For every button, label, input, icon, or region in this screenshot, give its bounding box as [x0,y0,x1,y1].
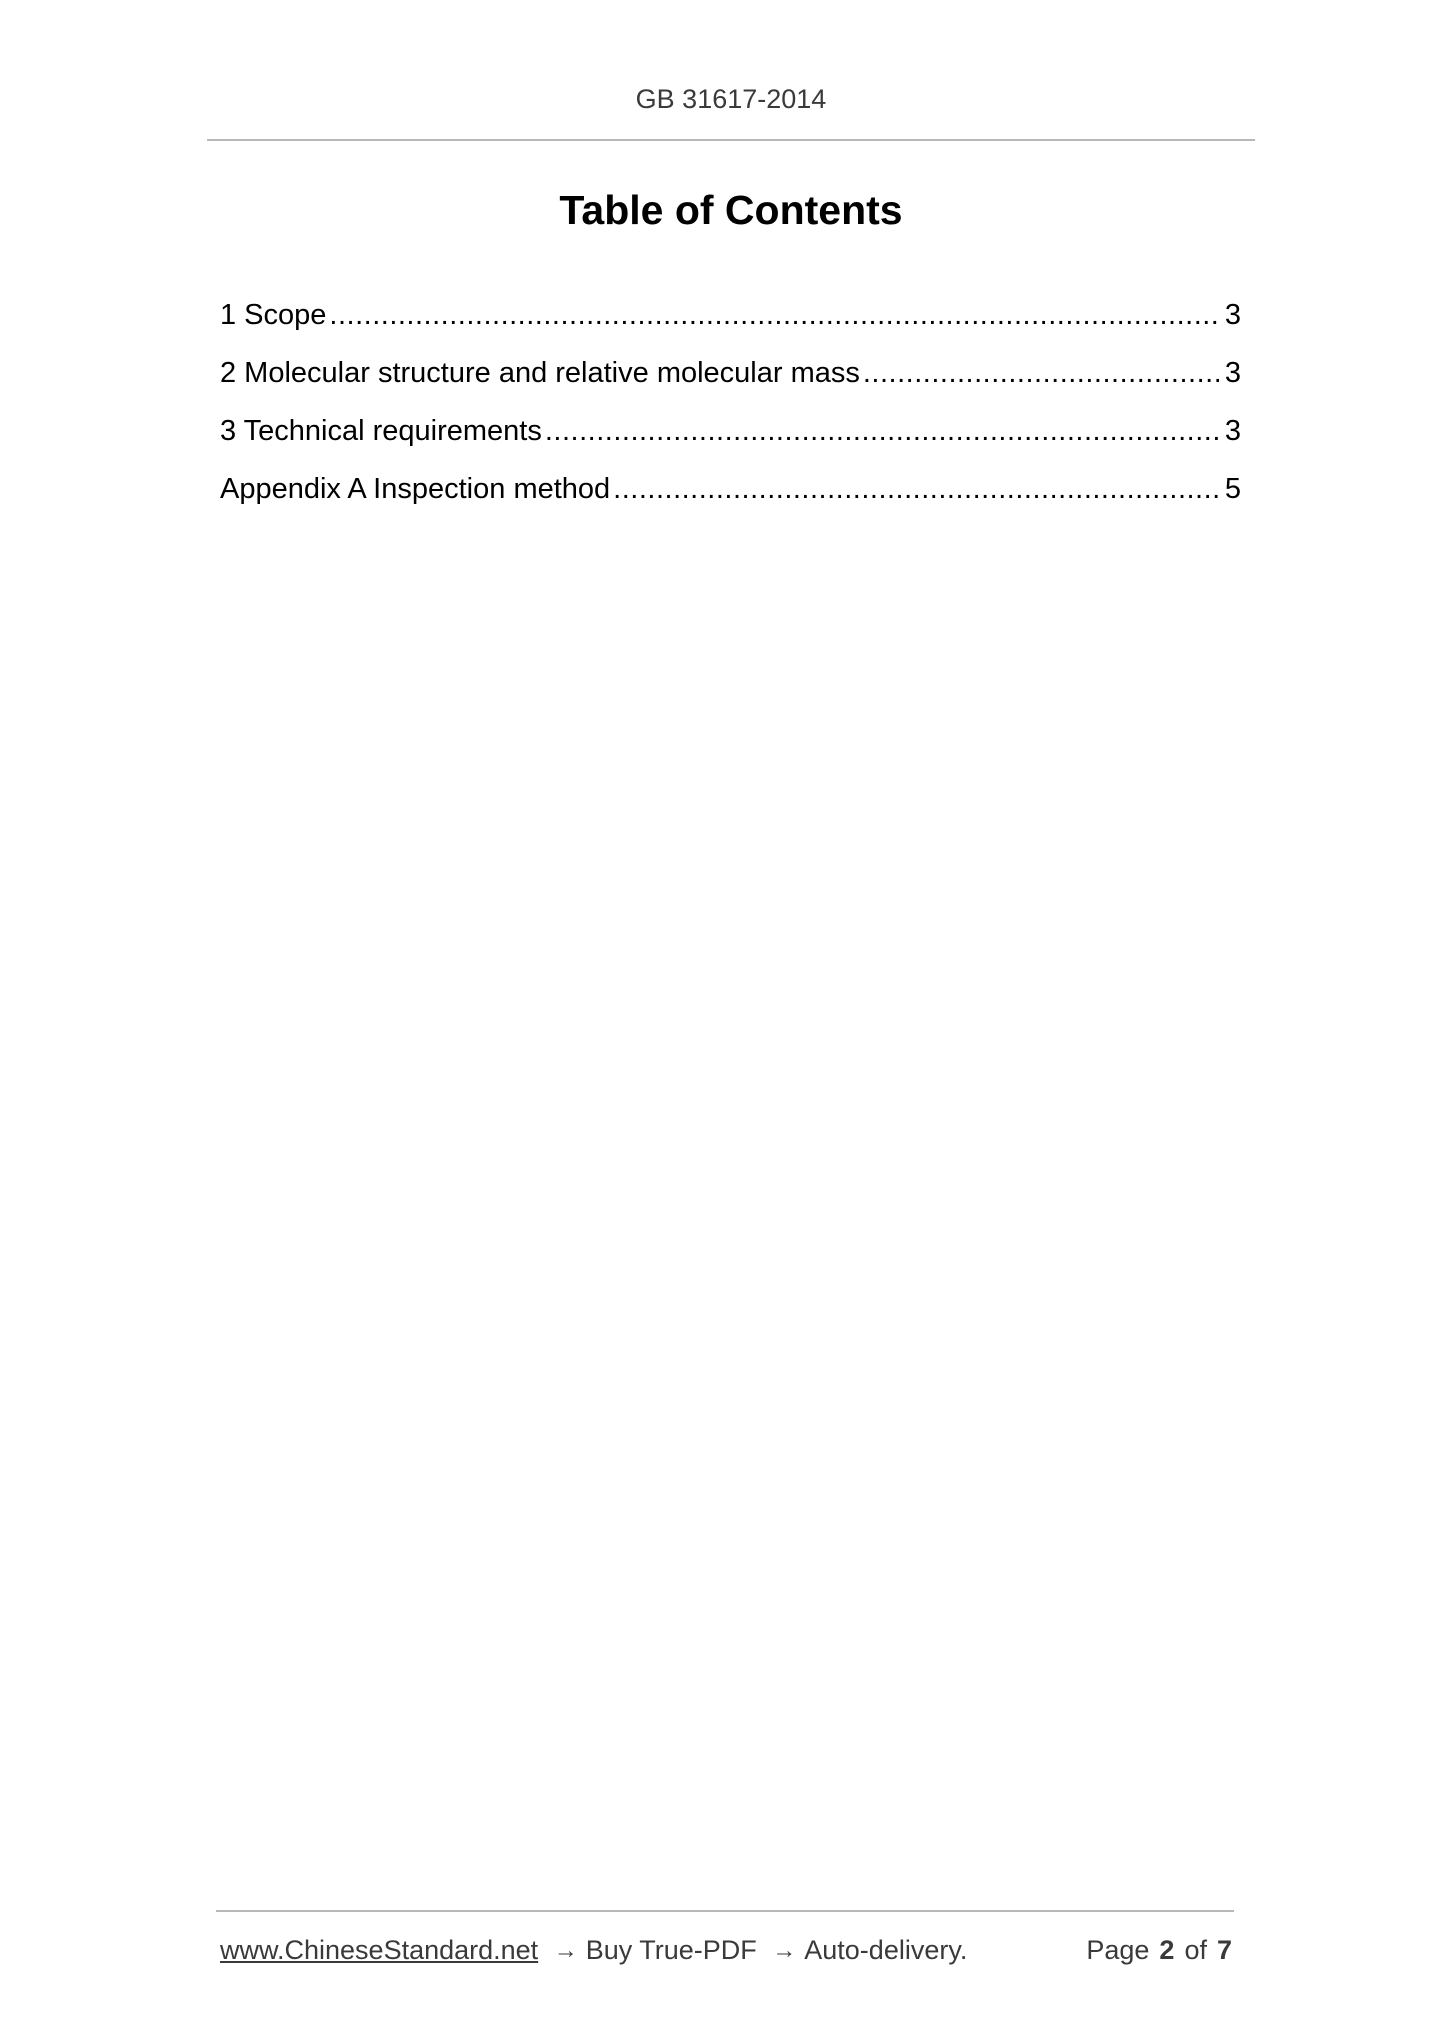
toc-entry-technical-requirements[interactable] [220,411,1241,469]
website-link[interactable]: www.ChineseStandard.net [220,1935,539,1965]
page-header [207,84,1255,115]
toc-entry-page: 3 [1224,357,1241,389]
toc-entry-molecular-structure[interactable] [220,353,1241,411]
current-page-number: 2 [1159,1935,1175,1965]
page-footer [220,1930,1232,1970]
toc-entry-label: 1 Scope [220,299,327,331]
toc-list [220,295,1241,527]
delivery-text: Auto-delivery. [804,1935,968,1965]
toc-dot-leader [545,411,1219,451]
total-pages-number: 7 [1216,1935,1232,1965]
toc-entry-appendix-a[interactable] [220,469,1241,527]
toc-entry-label: 2 Molecular structure and relative molecular mass [220,357,860,389]
toc-dot-leader [329,295,1219,335]
buy-text: Buy True-PDF [585,1935,757,1965]
standard-id: GB 31617-2014 [635,84,827,114]
page-word: Page [1086,1935,1150,1965]
right-arrow-icon: → [772,1937,797,1964]
footer-divider [216,1910,1234,1912]
toc-entry-label: Appendix A Inspection method [220,473,611,505]
toc-entry-page: 3 [1224,415,1241,447]
toc-dot-leader [863,353,1219,393]
of-word: of [1184,1935,1207,1965]
footer-promo [220,1930,967,1972]
header-divider [207,139,1255,141]
toc-entry-page: 3 [1224,299,1241,331]
toc-dot-leader [613,469,1219,509]
right-arrow-icon: → [553,1937,578,1964]
toc-entry-label: 3 Technical requirements [220,415,542,447]
toc-entry-page: 5 [1224,473,1241,505]
toc-entry-scope[interactable] [220,295,1241,353]
toc-title: Table of Contents [559,187,903,233]
page-number [1086,1930,1232,1970]
